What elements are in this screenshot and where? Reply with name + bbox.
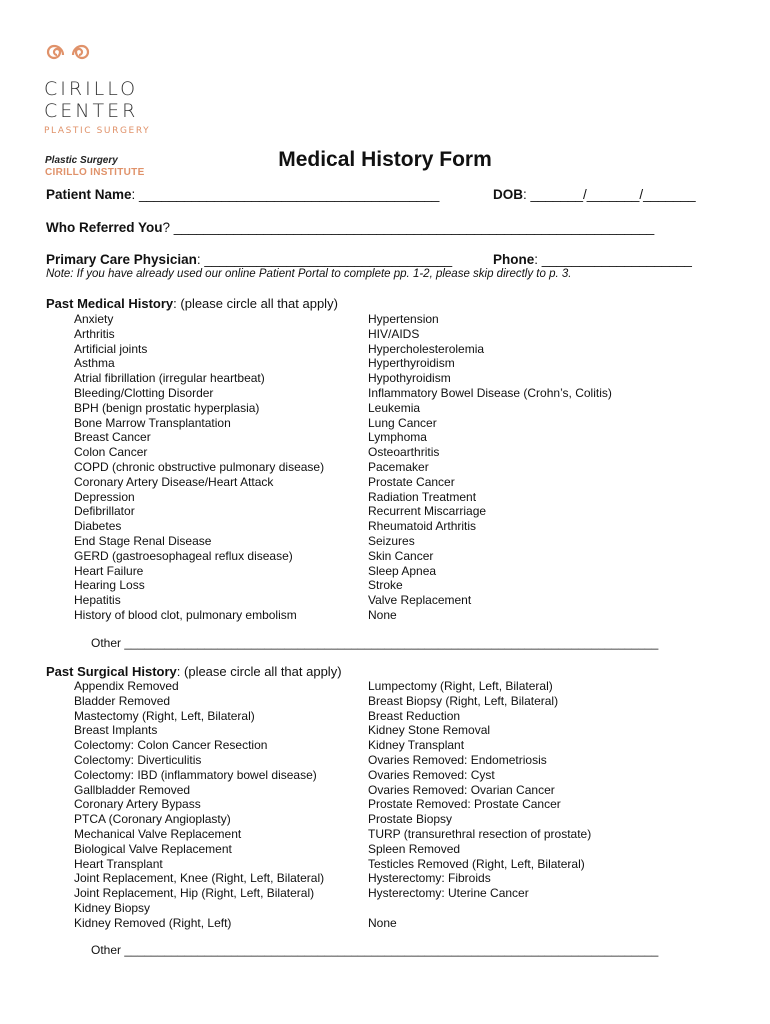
medical-condition-item[interactable]: Skin Cancer bbox=[368, 548, 434, 563]
medical-condition-item[interactable]: Depression bbox=[74, 489, 135, 504]
medical-condition-item[interactable]: Bone Marrow Transplantation bbox=[74, 415, 231, 430]
surgery-item[interactable]: Colectomy: Diverticulitis bbox=[74, 752, 202, 767]
medical-condition-item[interactable]: Prostate Cancer bbox=[368, 474, 455, 489]
medical-condition-item[interactable]: Heart Failure bbox=[74, 563, 144, 578]
medical-history-right-list bbox=[368, 312, 612, 623]
surgery-item[interactable]: Breast Reduction bbox=[368, 708, 461, 723]
medical-condition-item[interactable]: Colon Cancer bbox=[74, 445, 148, 460]
surgery-item[interactable]: Testicles Removed (Right, Left, Bilateral) bbox=[368, 856, 585, 871]
dob-field[interactable] bbox=[493, 187, 696, 202]
surgery-item[interactable]: Kidney Removed (Right, Left) bbox=[74, 915, 232, 930]
medical-condition-item[interactable]: Anxiety bbox=[74, 312, 114, 326]
medical-condition-item[interactable]: Asthma bbox=[74, 356, 115, 371]
medical-condition-item[interactable]: Inflammatory Bowel Disease (Crohn’s, Colitis) bbox=[368, 385, 612, 400]
phone-line[interactable]: : ____________________ bbox=[534, 252, 692, 267]
surgical-history-title: Past Surgical History bbox=[46, 664, 177, 679]
surgery-item[interactable]: Mastectomy (Right, Left, Bilateral) bbox=[74, 708, 255, 723]
logo-tagline: PLASTIC SURGERY bbox=[44, 126, 151, 136]
surgery-item[interactable]: Ovaries Removed: Ovarian Cancer bbox=[368, 782, 555, 797]
swirl-logo-icon bbox=[44, 42, 92, 68]
medical-condition-item[interactable]: Hyperthyroidism bbox=[368, 356, 455, 371]
medical-condition-item[interactable]: Stroke bbox=[368, 578, 403, 593]
medical-history-heading bbox=[46, 296, 338, 311]
referred-by-line[interactable]: ? ________________________________________________________________ bbox=[162, 220, 655, 235]
medical-condition-item[interactable]: None bbox=[368, 607, 397, 622]
cirillo-center-logo bbox=[44, 42, 150, 136]
medical-history-instruction: : (please circle all that apply) bbox=[173, 296, 338, 311]
surgery-item[interactable]: Appendix Removed bbox=[74, 679, 179, 693]
dob-label: DOB bbox=[493, 187, 523, 202]
surgical-history-heading bbox=[46, 664, 342, 679]
surgery-item[interactable]: Kidney Biopsy bbox=[74, 900, 151, 915]
pcp-line[interactable]: : _________________________________ bbox=[196, 252, 453, 267]
phone-label: Phone bbox=[493, 252, 535, 267]
surgical-history-right-list bbox=[368, 679, 591, 931]
surgery-item[interactable]: Biological Valve Replacement bbox=[74, 841, 232, 856]
surgery-item[interactable]: Hysterectomy: Fibroids bbox=[368, 871, 491, 886]
medical-condition-item[interactable]: History of blood clot, pulmonary embolism bbox=[74, 607, 297, 622]
primary-care-physician-field[interactable] bbox=[46, 252, 452, 267]
medical-condition-item[interactable]: Radiation Treatment bbox=[368, 489, 477, 504]
patient-name-line[interactable]: : ________________________________________ bbox=[131, 187, 440, 202]
surgery-item[interactable]: Prostate Removed: Prostate Cancer bbox=[368, 797, 561, 812]
medical-condition-item[interactable]: Lymphoma bbox=[368, 430, 427, 445]
medical-condition-item[interactable]: Hypothyroidism bbox=[368, 371, 451, 386]
medical-condition-item[interactable]: Hearing Loss bbox=[74, 578, 145, 593]
medical-condition-item[interactable]: Osteoarthritis bbox=[368, 445, 440, 460]
surgery-item[interactable]: Joint Replacement, Hip (Right, Left, Bilateral) bbox=[74, 886, 315, 901]
surgery-item[interactable]: Joint Replacement, Knee (Right, Left, Bilateral) bbox=[74, 871, 325, 886]
medical-condition-item[interactable]: Arthritis bbox=[74, 326, 115, 341]
medical-condition-item[interactable]: BPH (benign prostatic hyperplasia) bbox=[74, 400, 260, 415]
surgical-history-instruction: : (please circle all that apply) bbox=[176, 664, 342, 679]
surgery-item[interactable]: Colectomy: Colon Cancer Resection bbox=[74, 738, 268, 753]
dob-line[interactable]: : _______/_______/_______ bbox=[523, 187, 696, 202]
surgery-item[interactable]: Gallbladder Removed bbox=[74, 782, 191, 797]
surgery-item[interactable]: Prostate Biopsy bbox=[368, 812, 453, 827]
surgery-item[interactable]: Bladder Removed bbox=[74, 693, 171, 708]
phone-field[interactable] bbox=[493, 252, 692, 267]
surgery-item[interactable]: PTCA (Coronary Angioplasty) bbox=[74, 812, 231, 827]
referred-by-label: Who Referred You bbox=[46, 220, 163, 235]
medical-history-title: Past Medical History bbox=[46, 296, 174, 311]
logo-line-2: CENTER bbox=[44, 100, 139, 122]
medical-condition-item[interactable]: Atrial fibrillation (irregular heartbeat) bbox=[74, 371, 265, 386]
surgery-item[interactable]: Heart Transplant bbox=[74, 856, 163, 871]
patient-name-field[interactable] bbox=[46, 187, 439, 202]
surgery-item[interactable]: Breast Implants bbox=[74, 723, 158, 738]
medical-condition-item[interactable]: Bleeding/Clotting Disorder bbox=[74, 385, 214, 400]
surgery-item[interactable]: Ovaries Removed: Cyst bbox=[368, 767, 495, 782]
medical-condition-item[interactable]: Rheumatoid Arthritis bbox=[368, 519, 477, 534]
medical-condition-item[interactable]: Artificial joints bbox=[74, 341, 148, 356]
medical-history-other-field[interactable]: Other ________________________________________________________________________________ bbox=[91, 636, 659, 650]
medical-condition-item[interactable]: Hepatitis bbox=[74, 593, 121, 608]
page-title: Medical History Form bbox=[278, 148, 492, 171]
surgery-item[interactable]: None bbox=[368, 915, 397, 930]
medical-condition-item[interactable]: Defibrillator bbox=[74, 504, 135, 519]
portal-note: Note: If you have already used our online Patient Portal to complete pp. 1-2, please skip directly to p. 3. bbox=[46, 268, 572, 280]
surgical-history-left-list bbox=[74, 679, 324, 931]
patient-name-label: Patient Name bbox=[46, 187, 132, 202]
surgery-item bbox=[368, 901, 591, 916]
medical-condition-item[interactable]: Breast Cancer bbox=[74, 430, 151, 445]
surgery-item[interactable]: Kidney Transplant bbox=[368, 738, 465, 753]
medical-condition-item[interactable]: Lung Cancer bbox=[368, 415, 437, 430]
medical-condition-item[interactable]: Valve Replacement bbox=[368, 593, 472, 608]
surgery-item[interactable]: Spleen Removed bbox=[368, 841, 461, 856]
medical-condition-item[interactable]: GERD (gastroesophageal reflux disease) bbox=[74, 548, 293, 563]
surgery-item[interactable]: Ovaries Removed: Endometriosis bbox=[368, 752, 547, 767]
surgery-item[interactable]: Kidney Stone Removal bbox=[368, 723, 491, 738]
medical-condition-item[interactable]: Sleep Apnea bbox=[368, 563, 437, 578]
surgery-item[interactable]: Breast Biopsy (Right, Left, Bilateral) bbox=[368, 693, 559, 708]
medical-condition-item[interactable]: HIV/AIDS bbox=[368, 326, 420, 341]
medical-condition-item[interactable]: Recurrent Miscarriage bbox=[368, 504, 487, 519]
surgery-item[interactable]: Lumpectomy (Right, Left, Bilateral) bbox=[368, 679, 553, 693]
medical-condition-item[interactable]: Hypercholesterolemia bbox=[368, 341, 485, 356]
surgical-history-other-field[interactable]: Other ________________________________________________________________________________ bbox=[91, 943, 659, 957]
surgery-item[interactable]: Hysterectomy: Uterine Cancer bbox=[368, 886, 529, 901]
secondary-logo-line-2: CIRILLO INSTITUTE bbox=[45, 167, 145, 178]
surgery-item[interactable]: TURP (transurethral resection of prostate) bbox=[368, 826, 592, 841]
medical-condition-item[interactable]: Diabetes bbox=[74, 519, 122, 534]
medical-condition-item[interactable]: Pacemaker bbox=[368, 459, 429, 474]
medical-condition-item[interactable]: COPD (chronic obstructive pulmonary disease) bbox=[74, 459, 325, 474]
logo-line-1: CIRILLO bbox=[44, 78, 139, 100]
surgery-item[interactable]: Coronary Artery Bypass bbox=[74, 797, 201, 812]
medical-history-left-list bbox=[74, 312, 324, 623]
surgery-item[interactable]: Colectomy: IBD (inflammatory bowel disease) bbox=[74, 767, 317, 782]
medical-condition-item[interactable]: Coronary Artery Disease/Heart Attack bbox=[74, 474, 274, 489]
medical-condition-item[interactable]: Leukemia bbox=[368, 400, 421, 415]
medical-condition-item[interactable]: Seizures bbox=[368, 533, 415, 548]
medical-condition-item[interactable]: Hypertension bbox=[368, 312, 439, 326]
pcp-label: Primary Care Physician bbox=[46, 252, 197, 267]
secondary-logo-line-1: Plastic Surgery bbox=[45, 155, 118, 166]
medical-condition-item[interactable]: End Stage Renal Disease bbox=[74, 533, 212, 548]
surgery-item[interactable]: Mechanical Valve Replacement bbox=[74, 826, 242, 841]
referred-by-field[interactable] bbox=[46, 220, 654, 235]
